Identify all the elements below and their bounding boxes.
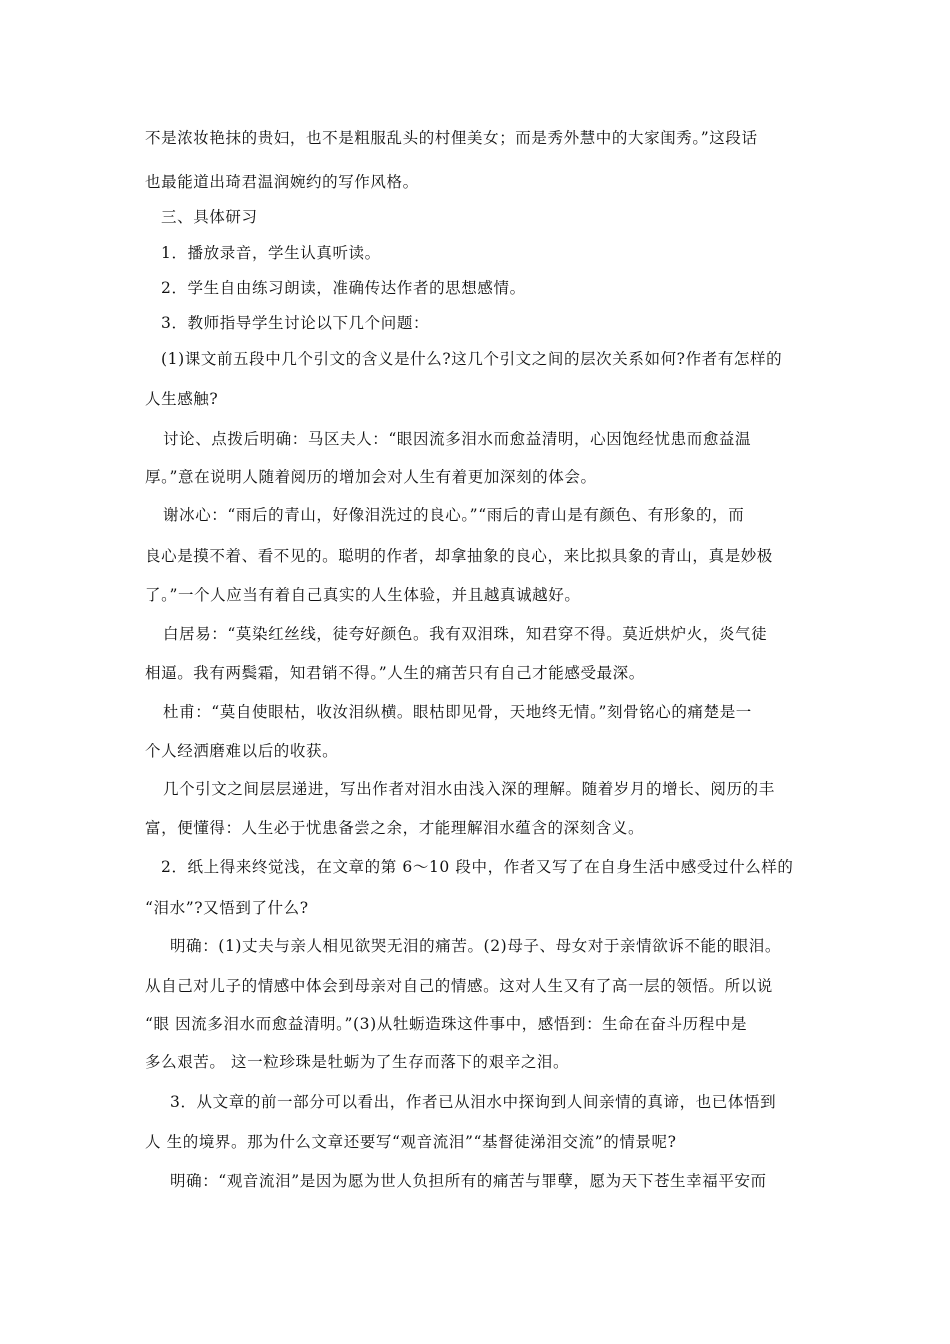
text-line: 3．从文章的前一部分可以看出，作者已从泪水中探询到人间亲情的真谛，也已体悟到 (170, 1093, 777, 1111)
text-line: 杜甫：“莫自使眼枯，收汝泪纵横。眼枯即见骨，天地终无情。”刻骨铭心的痛楚是一 (163, 703, 752, 721)
text-line: 了。”一个人应当有着自己真实的人生体验，并且越真诚越好。 (145, 586, 581, 604)
text-line: 1．播放录音，学生认真听读。 (161, 244, 381, 262)
text-line: 2．纸上得来终觉浅，在文章的第 6～10 段中，作者又写了在自身生活中感受过什么样的 (161, 858, 794, 876)
text-line: 个人经洒磨难以后的收获。 (145, 742, 339, 760)
text-line: 也最能道出琦君温润婉约的写作风格。 (145, 173, 419, 191)
text-line: 富，便懂得：人生必于忧患备尝之余，才能理解泪水蕴含的深刻含义。 (145, 819, 645, 837)
text-line: 从自己对儿子的情感中体会到母亲对自己的情感。这对人生又有了高一层的领悟。所以说 (145, 977, 773, 995)
text-line: 3．教师指导学生讨论以下几个问题： (161, 314, 430, 332)
text-line: 2．学生自由练习朗读，准确传达作者的思想感情。 (161, 279, 526, 297)
text-line: 人 生的境界。那为什么文章还要写“观音流泪”“基督徒涕泪交流”的情景呢? (145, 1133, 677, 1151)
text-line: 几个引文之间层层递进，写出作者对泪水由浅入深的理解。随着岁月的增长、阅历的丰 (163, 780, 775, 798)
text-line: (1)课文前五段中几个引文的含义是什么?这几个引文之间的层次关系如何?作者有怎样的 (161, 350, 783, 368)
text-line: 明确：“观音流泪”是因为愿为世人负担所有的痛苦与罪孽，愿为天下苍生幸福平安而 (170, 1172, 767, 1190)
text-line: “泪水”?又悟到了什么? (145, 899, 309, 917)
text-line: 谢冰心：“雨后的青山，好像泪洗过的良心。”“雨后的青山是有颜色、有形象的，而 (163, 506, 745, 524)
section-heading: 三、具体研习 (161, 208, 258, 226)
text-line: 多么艰苦。 这一粒珍珠是牡蛎为了生存而落下的艰辛之泪。 (145, 1053, 570, 1071)
text-line: 不是浓妆艳抹的贵妇，也不是粗服乱头的村俚美女；而是秀外慧中的大家闺秀。”这段话 (145, 129, 758, 147)
text-line: 厚。”意在说明人随着阅历的增加会对人生有着更加深刻的体会。 (145, 468, 597, 486)
text-line: 明确：(1)丈夫与亲人相见欲哭无泪的痛苦。(2)母子、母女对于亲情欲诉不能的眼泪。 (170, 937, 782, 955)
text-line: 相逼。我有两鬓霜，知君销不得。”人生的痛苦只有自己才能感受最深。 (145, 664, 645, 682)
text-line: 白居易：“莫染红丝线，徒夸好颜色。我有双泪珠，知君穿不得。莫近烘炉火，炎气徒 (163, 625, 768, 643)
text-line: 良心是摸不着、看不见的。聪明的作者，却拿抽象的良心，来比拟具象的青山，真是妙极 (145, 547, 773, 565)
text-line: 人生感触? (145, 390, 219, 408)
text-line: 讨论、点拨后明确：马区夫人：“眼因流多泪水而愈益清明，心因饱经忧患而愈益温 (163, 430, 752, 448)
text-line: “眼 因流多泪水而愈益清明。”(3)从牡蛎造珠这件事中，感悟到：生命在奋斗历程中是 (145, 1015, 748, 1033)
